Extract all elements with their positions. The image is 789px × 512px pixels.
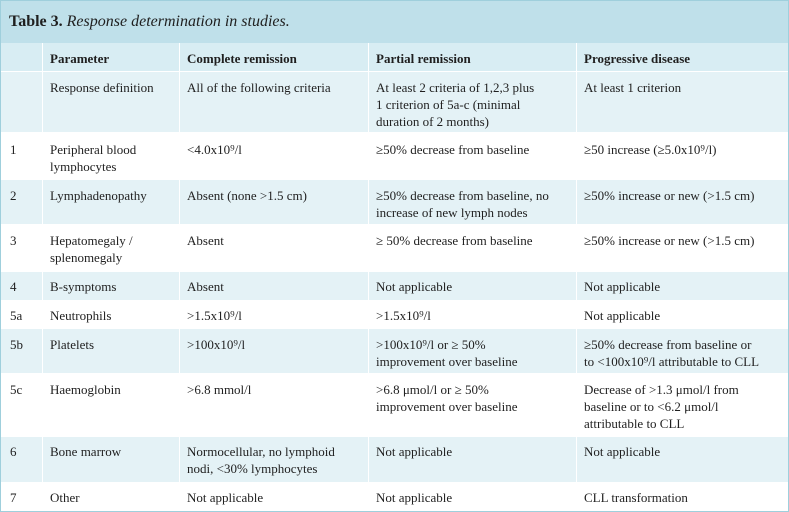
cell-number: 6: [10, 444, 17, 459]
cell-complete: All of the following criteria: [187, 80, 331, 95]
cell-parameter: Haemoglobin: [50, 382, 121, 397]
cell-number: 3: [10, 233, 17, 248]
cell-parameter: Response definition: [50, 80, 154, 95]
cell-progressive: Not applicable: [584, 308, 661, 323]
cell-complete: Absent: [187, 279, 224, 294]
cell-number: 1: [10, 142, 17, 157]
cell-partial: >1.5x10⁹/l: [376, 308, 431, 323]
cell-partial: >6.8 μmol/l or ≥ 50% improvement over baseline: [376, 382, 518, 414]
table-caption: Response determination in studies.: [66, 13, 290, 30]
cell-progressive: Decrease of >1.3 μmol/l from baseline or to <6.2 μmol/l attributable to CLL: [584, 382, 739, 431]
header-parameter: Parameter: [50, 51, 110, 66]
cell-partial: Not applicable: [376, 490, 453, 505]
cell-number: 5c: [10, 382, 23, 397]
table-title: [9, 13, 290, 31]
cell-complete: Not applicable: [187, 490, 264, 505]
cell-progressive: CLL transformation: [584, 490, 688, 505]
cell-progressive: ≥50% increase or new (>1.5 cm): [584, 233, 755, 248]
cell-progressive: ≥50% increase or new (>1.5 cm): [584, 188, 755, 203]
cell-parameter: Neutrophils: [50, 308, 112, 323]
cell-complete: <4.0x10⁹/l: [187, 142, 242, 157]
cell-complete: >1.5x10⁹/l: [187, 308, 242, 323]
cell-partial: ≥50% decrease from baseline: [376, 142, 530, 157]
cell-partial: >100x10⁹/l or ≥ 50% improvement over baseline: [376, 337, 518, 369]
column-divider: [576, 43, 577, 511]
column-divider: [42, 43, 43, 511]
cell-progressive: Not applicable: [584, 444, 661, 459]
cell-parameter: Platelets: [50, 337, 95, 352]
cell-number: 7: [10, 490, 17, 505]
cell-parameter: Hepatomegaly / splenomegaly: [50, 233, 133, 265]
column-divider: [179, 43, 180, 511]
cell-progressive: At least 1 criterion: [584, 80, 682, 95]
table-label: Table 3.: [9, 13, 63, 30]
cell-complete: >100x10⁹/l: [187, 337, 246, 352]
cell-partial: ≥ 50% decrease from baseline: [376, 233, 533, 248]
cell-complete: Normocellular, no lymphoid nodi, <30% lymphocytes: [187, 444, 335, 476]
cell-progressive: ≥50% decrease from baseline or to <100x10⁹/l attributable to CLL: [584, 337, 760, 369]
column-divider: [368, 43, 369, 511]
cell-progressive: Not applicable: [584, 279, 661, 294]
cell-partial: ≥50% decrease from baseline, no increase of new lymph nodes: [376, 188, 549, 220]
header-progressive-disease: Progressive disease: [584, 51, 691, 66]
cell-parameter: Lymphadenopathy: [50, 188, 147, 203]
cell-number: 5b: [10, 337, 23, 352]
cell-complete: Absent: [187, 233, 224, 248]
cell-parameter: Peripheral blood lymphocytes: [50, 142, 137, 174]
cell-parameter: B-symptoms: [50, 279, 117, 294]
cell-number: 4: [10, 279, 17, 294]
cell-number: 2: [10, 188, 17, 203]
cell-progressive: ≥50 increase (≥5.0x10⁹/l): [584, 142, 717, 157]
header-partial-remission: Partial remission: [376, 51, 471, 66]
cell-partial: Not applicable: [376, 444, 453, 459]
table-title-bar: [1, 1, 788, 43]
cell-partial: At least 2 criteria of 1,2,3 plus 1 criterion of 5a-c (minimal duration of 2 months): [376, 80, 535, 129]
cell-parameter: Other: [50, 490, 80, 505]
header-complete-remission: Complete remission: [187, 51, 297, 66]
cell-complete: Absent (none >1.5 cm): [187, 188, 307, 203]
cell-partial: Not applicable: [376, 279, 453, 294]
cell-complete: >6.8 mmol/l: [187, 382, 252, 397]
cell-parameter: Bone marrow: [50, 444, 122, 459]
cell-number: 5a: [10, 308, 23, 323]
